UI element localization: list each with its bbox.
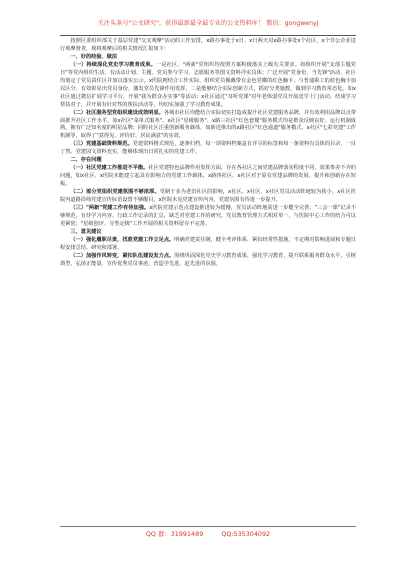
section-2-item-1-title: （一）社区党建工作推进不平衡。 — [70, 165, 149, 172]
section-1-item-2-title: （二）社区服务型党组织建设成效明显。 — [70, 109, 164, 116]
section-3-item-2-title: （二）加强作风转变，紧扣队伍建设发力点。 — [70, 252, 175, 259]
document-body — [60, 38, 356, 269]
header-banner: 关注头条号"公文研究"，获得最新最全最专业的公文资料库！ 微信：gongwenyj — [97, 20, 319, 27]
footer-qq: QQ:535304092 — [221, 530, 271, 538]
section-3-item-1 — [60, 237, 356, 253]
section-1-item-1-title: （一）持续深化党史学习教育成果。 — [70, 61, 156, 68]
section-2-item-3-title: （三）"两新"党建工作有待加强。 — [70, 205, 150, 212]
section-2-item-2-title: （二）部分党组织党建氛围不够浓厚。 — [70, 189, 160, 196]
section-1-title: 一、好的经验、做法 — [70, 53, 118, 60]
section-1-item-1-text: 一是社区、"两新"党组织均按照方案积极落实上级有关要求。如组织开展"支部主题党日"等党内组织生活，有活动计划、主题、党员参与学习、志愿服务等图文资料详实具体；广泛开展"党身份、当先锋"活动，社区均划定了党员责任区并加以落实公示，x医院则结合工作实际，组织党员佩戴带有金色党徽的红色胸卡，与普通职工的蓝色胸卡加以区分，有效彰显出党员身份，激发党员先锋作用发挥。二是能够结合实际创新方式，抓好分类施教，做到学习教育常态化。如x社区通过微信扩展学习平台，开展"我为群众办实事"等活动；x社区通过"耳听党课"对年老体弱党员开展送学上门活动，结成学习帮扶对子，并开展有针对性的帮扶活动等，均切实加强了学习教育成果。 — [60, 61, 356, 108]
section-3-item-2-text: 围绕巩固深化党史学习教育成果，强化学习教育，提升联系服务群众水平，引树典型，弘扬正能量，宣传优秀党员事迹。营造学先进、赶先进的氛围。 — [60, 252, 356, 267]
section-1-item-3 — [60, 141, 356, 157]
section-2-item-2 — [60, 189, 356, 205]
section-1-item-3-title: （三）党建基础资料规范。 — [70, 141, 133, 148]
section-2-title: 二、存在问题 — [70, 157, 102, 164]
section-1-item-2-text: 各城市社区均能结合实际切实打造或提升社区党建服务品牌，并有效利用品牌以点带面推升社区工作水平。如x社区"菜单式服务"、x社区"星级服务"、x路三社区"红色套餐"服务模式均是群众反映良好、运行机制成熟、拥有广泛知名度的明星品牌；同时社区注重创新服务载体，如新近推出的x路社区"红色通道"服务模式、x社区"七彩党建"工作机制等，取得了"意得见、评价好、居民满意"的实效。 — [60, 109, 356, 140]
section-1-item-3-text: 党建资料格式规范，逐条归档，每一项资料档案盒有详尽的标签和每一条资料有具体的目录，一目了然。党建园文资料充实，能够体现出日常扎实的党建工作。 — [60, 141, 356, 156]
section-2-item-1 — [60, 165, 356, 189]
footer-qq-group: QQ 群：31991489 — [145, 530, 204, 538]
section-3-item-1-text: 明确党建责任制，健全考评体系，紧扣经常性措施，不定期对影响进展和专题日程安排总结、研究和部署。 — [60, 236, 356, 251]
section-3-item-2 — [60, 253, 356, 269]
header-divider — [60, 35, 356, 36]
section-2-item-3-text: x医院党建示范点建设推进较为缓慢，党员活动阵地需进一步健全完善；"三会一课"记录不够规范，有待学习内容、行政工作记录的汇总，缺乏对党建工作的研究。党员教育管理方式相对单一，与医院中心工作的结合可以更紧密；"星级创评、分类定级"工作开展的相关资料留存不完善。 — [60, 205, 357, 227]
footer — [60, 530, 356, 539]
section-1-item-2 — [60, 110, 356, 142]
section-2-item-2-text: 受制于多为老旧社区的影响，x社区、x社区、x社区党员活动阵地较为狭小，x社区医院内道路沿线党建宣传标语设置不够醒目，x医院未见党建宣传内容，党建氛围有待进一步提升。 — [60, 189, 356, 204]
section-2-item-1-text: 社区党建特色品牌作用发挥方面，存在各社区之间党建品牌落实程度不同，效果参差不齐的问题，如x社区、x医院未能建立起具有影响力的党建工作载体，x路四社区、x社区对于原有党建品牌的发展、提升和创新存在短板。 — [60, 165, 356, 188]
intro-paragraph: 按照区委组织部关于基层党建"交叉观摩"活动的工作安排，x路办事处于x日、x日两天对x路办事处x个社区、x个非公企业进行观摩督查，现将观摩后的相关情况汇报如下： — [60, 38, 356, 52]
footer-divider — [60, 526, 356, 527]
section-2-item-3 — [60, 205, 356, 229]
section-3-item-1-title: （一）强化履职尽责，找准党建工作立足点。 — [70, 236, 175, 243]
section-1-item-1 — [60, 62, 356, 110]
section-3-title: 三、意见建议 — [70, 228, 102, 235]
